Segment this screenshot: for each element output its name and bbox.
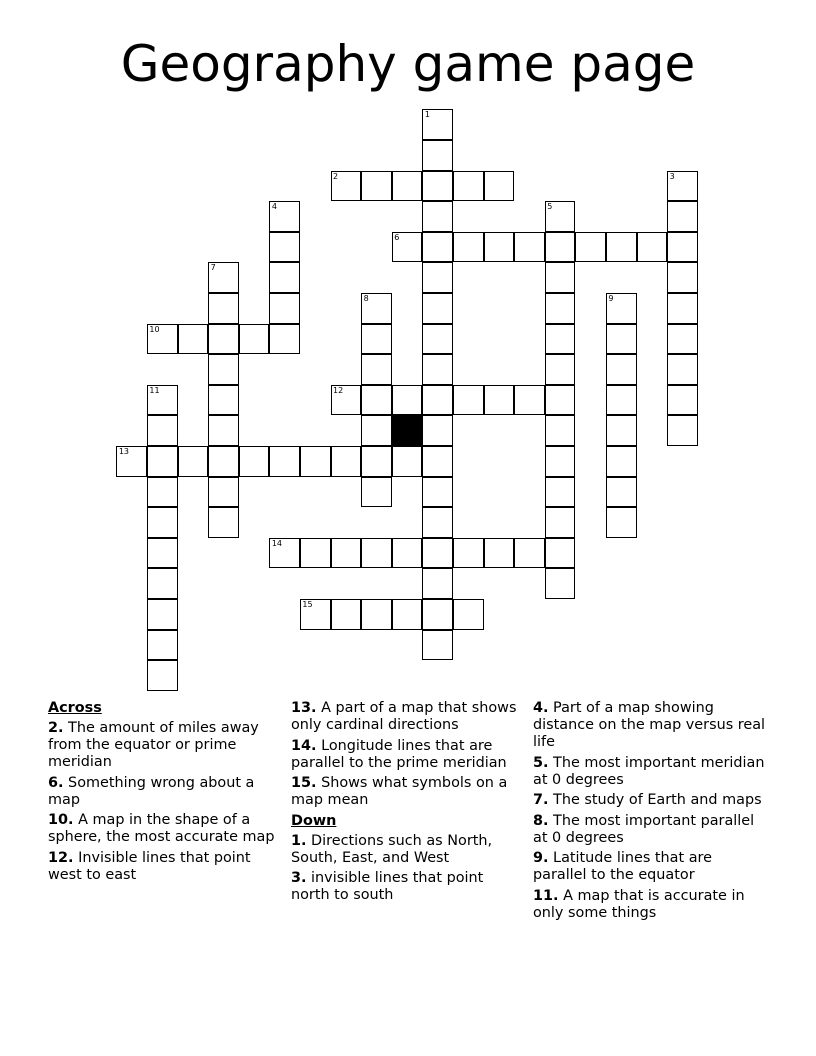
clue-11 [533, 888, 768, 922]
cell-number: 2 [333, 171, 339, 181]
crossword-cell[interactable] [545, 201, 576, 232]
clue-2 [48, 720, 283, 771]
crossword-cell[interactable] [545, 232, 576, 263]
clue-10 [48, 812, 283, 846]
crossword-cell[interactable] [147, 568, 178, 599]
crossword-cell[interactable] [361, 385, 392, 416]
clue-column-1 [48, 700, 283, 887]
crossword-cell[interactable] [147, 446, 178, 477]
cell-number: 12 [333, 385, 344, 395]
crossword-cell[interactable] [269, 538, 300, 569]
crossword-cell[interactable] [545, 262, 576, 293]
crossword-cell[interactable] [545, 538, 576, 569]
crossword-cell[interactable] [514, 385, 545, 416]
crossword-cell[interactable] [606, 507, 637, 538]
crossword-cell[interactable] [514, 232, 545, 263]
clue-text: Shows what symbols on a map mean [291, 775, 508, 808]
crossword-cell[interactable] [269, 232, 300, 263]
crossword-cell[interactable] [147, 324, 178, 355]
crossword-cell[interactable] [453, 232, 484, 263]
clue-column-3 [533, 700, 768, 925]
crossword-cell[interactable] [422, 293, 453, 324]
clue-number: 8. [533, 812, 549, 829]
clue-number: 2. [48, 720, 64, 736]
crossword-cell[interactable] [392, 385, 423, 416]
crossword-cell[interactable] [331, 446, 362, 477]
cell-number: 3 [669, 171, 675, 181]
cell-number: 5 [547, 202, 553, 212]
clue-number: 15. [291, 775, 317, 791]
crossword-cell[interactable] [422, 630, 453, 661]
crossword-cell[interactable] [667, 324, 698, 355]
crossword-cell[interactable] [453, 385, 484, 416]
crossword-cell[interactable] [208, 262, 239, 293]
clue-text: Latitude lines that are parallel to the equator [533, 850, 712, 883]
crossword-cell[interactable] [422, 385, 453, 416]
crossword-cell[interactable] [484, 232, 515, 263]
crossword-cell[interactable] [484, 538, 515, 569]
crossword-cell[interactable] [361, 171, 392, 202]
crossword-cell[interactable] [147, 507, 178, 538]
crossword-cell[interactable] [545, 293, 576, 324]
cell-number: 11 [149, 385, 160, 395]
crossword-cell[interactable] [361, 599, 392, 630]
crossword-cell[interactable] [453, 599, 484, 630]
crossword-cell[interactable] [147, 477, 178, 508]
crossword-cell[interactable] [147, 599, 178, 630]
crossword-cell[interactable] [667, 293, 698, 324]
clue-text: The most important parallel at 0 degrees [533, 812, 755, 846]
clue-number: 9. [533, 850, 549, 866]
crossword-cell[interactable] [208, 415, 239, 446]
crossword-cell[interactable] [667, 262, 698, 293]
clue-number: 12. [48, 849, 74, 866]
crossword-cell[interactable] [422, 201, 453, 232]
crossword-cell[interactable] [545, 446, 576, 477]
clue-text: The most important meridian at 0 degrees [533, 754, 765, 788]
crossword-cell[interactable] [606, 385, 637, 416]
clue-14 [291, 738, 526, 772]
clue-7 [533, 792, 768, 809]
crossword-cell[interactable] [269, 446, 300, 477]
crossword-cell[interactable] [239, 446, 270, 477]
clue-number: 10. [48, 812, 74, 828]
crossword-cell[interactable] [422, 599, 453, 630]
crossword-cell[interactable] [422, 262, 453, 293]
clue-number: 13. [291, 700, 317, 716]
cell-number: 13 [118, 446, 129, 456]
crossword-cell[interactable] [545, 354, 576, 385]
crossword-cell[interactable] [422, 446, 453, 477]
clue-9 [533, 850, 768, 884]
clue-text: A part of a map that shows only cardinal directions [291, 700, 517, 733]
crossword-cell[interactable] [392, 599, 423, 630]
crossword-cell[interactable] [331, 171, 362, 202]
cell-number: 8 [363, 293, 369, 303]
crossword-cell[interactable] [606, 446, 637, 477]
clue-13 [291, 700, 526, 734]
crossword-cell[interactable] [422, 324, 453, 355]
crossword-cell[interactable] [269, 201, 300, 232]
crossword-cell[interactable] [300, 446, 331, 477]
crossword-cell[interactable] [300, 538, 331, 569]
cell-number: 4 [271, 202, 277, 212]
clue-number: 14. [291, 737, 317, 754]
crossword-cell[interactable] [208, 446, 239, 477]
crossword-cell[interactable] [331, 385, 362, 416]
clue-number: 4. [533, 700, 549, 716]
cell-number: 7 [210, 263, 216, 273]
crossword-cell[interactable] [116, 446, 147, 477]
clue-6 [48, 775, 283, 809]
cell-number: 10 [149, 324, 160, 334]
crossword-cell[interactable] [575, 232, 606, 263]
crossword-cell[interactable] [545, 324, 576, 355]
clue-column-2 [291, 700, 526, 908]
crossword-cell[interactable] [361, 446, 392, 477]
crossword-cell[interactable] [667, 385, 698, 416]
clue-number: 5. [533, 754, 549, 771]
crossword-cell[interactable] [606, 293, 637, 324]
crossword-cell[interactable] [545, 568, 576, 599]
down-clue-list-continued [533, 700, 768, 922]
clue-number: 7. [533, 792, 549, 808]
crossword-cell[interactable] [208, 324, 239, 355]
clue-number: 6. [48, 774, 64, 791]
cell-number: 1 [424, 110, 430, 120]
crossword-cell[interactable] [147, 660, 178, 691]
crossword-cell[interactable] [545, 415, 576, 446]
crossword-cell[interactable] [147, 415, 178, 446]
crossword-cell[interactable] [208, 385, 239, 416]
clue-8 [533, 813, 768, 847]
crossword-cell[interactable] [422, 109, 453, 140]
crossword-cell[interactable] [606, 232, 637, 263]
crossword-cell[interactable] [208, 507, 239, 538]
crossword-cell[interactable] [269, 324, 300, 355]
clue-text: Something wrong about a map [48, 774, 255, 808]
crossword-cell[interactable] [178, 324, 209, 355]
clue-4 [533, 700, 768, 751]
clue-text: invisible lines that point north to south [291, 870, 484, 903]
crossword-cell[interactable] [331, 538, 362, 569]
crossword-cell[interactable] [392, 538, 423, 569]
crossword-cell[interactable] [606, 477, 637, 508]
crossword-cell[interactable] [422, 538, 453, 569]
crossword-cell[interactable] [239, 324, 270, 355]
crossword-cell[interactable] [361, 324, 392, 355]
clue-number: 3. [291, 870, 307, 886]
crossword-cell[interactable] [422, 415, 453, 446]
crossword-cell[interactable] [392, 232, 423, 263]
down-clue-list [291, 833, 526, 905]
crossword-cell[interactable] [514, 538, 545, 569]
crossword-cell[interactable] [269, 262, 300, 293]
clue-text: The study of Earth and maps [548, 792, 762, 808]
crossword-cell[interactable] [484, 385, 515, 416]
clue-5 [533, 755, 768, 789]
clue-text: Directions such as North, South, East, and West [291, 832, 493, 866]
crossword-cell[interactable] [453, 171, 484, 202]
clue-text: The amount of miles away from the equator or prime meridian [48, 720, 259, 770]
crossword-cell[interactable] [667, 201, 698, 232]
crossword-cell[interactable] [361, 293, 392, 324]
crossword-cell[interactable] [361, 477, 392, 508]
crossword-cell[interactable] [392, 446, 423, 477]
crossword-cell[interactable] [208, 477, 239, 508]
crossword-cell[interactable] [667, 354, 698, 385]
crossword-cell[interactable] [667, 415, 698, 446]
crossword-cell[interactable] [545, 477, 576, 508]
crossword-cell[interactable] [484, 171, 515, 202]
clue-text: Part of a map showing distance on the map versus real life [533, 700, 766, 750]
black-square [392, 415, 423, 446]
crossword-cell[interactable] [361, 538, 392, 569]
crossword-cell[interactable] [147, 630, 178, 661]
across-clue-list [48, 720, 283, 884]
clue-12 [48, 850, 283, 884]
clue-15 [291, 775, 526, 809]
crossword-cell[interactable] [545, 507, 576, 538]
crossword-cell[interactable] [361, 354, 392, 385]
crossword-cell[interactable] [361, 415, 392, 446]
crossword-cell[interactable] [147, 538, 178, 569]
across-header: Across [48, 700, 102, 716]
crossword-cell[interactable] [422, 232, 453, 263]
crossword-cell[interactable] [606, 415, 637, 446]
crossword-cell[interactable] [606, 354, 637, 385]
crossword-cell[interactable] [422, 477, 453, 508]
crossword-cell[interactable] [208, 293, 239, 324]
crossword-cell[interactable] [269, 293, 300, 324]
crossword-cell[interactable] [667, 171, 698, 202]
crossword-cell[interactable] [667, 232, 698, 263]
clue-text: Invisible lines that point west to east [48, 849, 251, 883]
crossword-cell[interactable] [422, 171, 453, 202]
crossword-cell[interactable] [392, 171, 423, 202]
cell-number: 6 [394, 232, 400, 242]
crossword-cell[interactable] [422, 140, 453, 171]
crossword-cell[interactable] [453, 538, 484, 569]
clue-number: 11. [533, 887, 559, 904]
clue-text: Longitude lines that are parallel to the prime meridian [291, 737, 507, 771]
cell-number: 15 [302, 599, 313, 609]
crossword-cell[interactable] [422, 354, 453, 385]
cell-number: 14 [271, 538, 282, 548]
crossword-cell[interactable] [208, 354, 239, 385]
cell-number: 9 [608, 293, 614, 303]
crossword-cell[interactable] [147, 385, 178, 416]
page-title: Geography game page [120, 35, 696, 93]
crossword-cell[interactable] [606, 324, 637, 355]
clue-number: 1. [291, 832, 307, 849]
crossword-cell[interactable] [331, 599, 362, 630]
crossword-cell[interactable] [300, 599, 331, 630]
down-header: Down [291, 812, 337, 829]
clue-text: A map in the shape of a sphere, the most accurate map [48, 812, 275, 845]
clue-text: A map that is accurate in only some things [533, 887, 745, 921]
clue-3 [291, 870, 526, 904]
crossword-cell[interactable] [178, 446, 209, 477]
crossword-cell[interactable] [637, 232, 668, 263]
crossword-cell[interactable] [422, 507, 453, 538]
crossword-cell[interactable] [422, 568, 453, 599]
crossword-cell[interactable] [545, 385, 576, 416]
clue-1 [291, 833, 526, 867]
across-clue-list-continued [291, 700, 526, 809]
